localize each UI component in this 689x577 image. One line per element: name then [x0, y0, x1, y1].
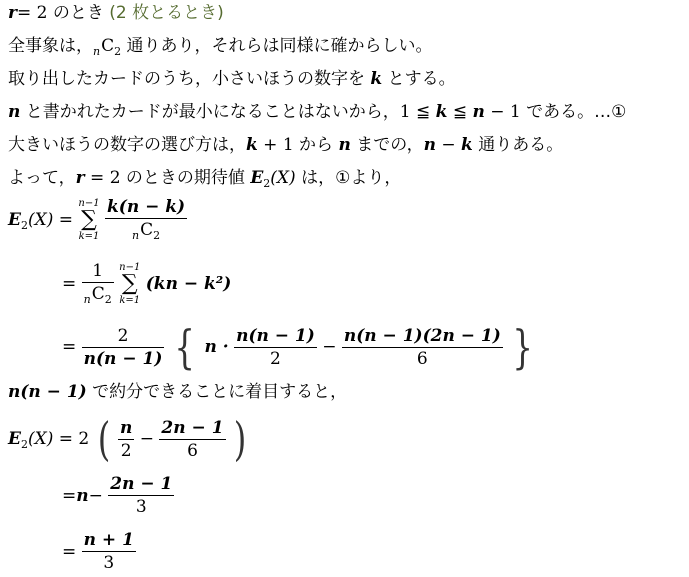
- pre-n: n: [131, 229, 140, 242]
- line-larger-number: [8, 134, 563, 156]
- denominator: 2: [118, 439, 134, 462]
- c: C: [91, 284, 105, 304]
- numerator: n(n − 1): [236, 325, 315, 346]
- denominator: 6: [342, 347, 503, 370]
- pre-n: n: [83, 293, 91, 306]
- text: よって，: [8, 168, 76, 188]
- var-k: k: [370, 69, 383, 89]
- var-n: n: [472, 102, 485, 122]
- text: とする。: [382, 69, 456, 89]
- summation: [119, 262, 140, 306]
- equals: =: [53, 209, 73, 230]
- numerator: 1: [92, 261, 104, 281]
- ineq: − 1: [484, 102, 521, 122]
- var-n: n: [338, 135, 351, 155]
- text: 通りある。: [472, 135, 564, 155]
- sub-2: 2: [114, 45, 122, 58]
- pre-n: n: [93, 45, 101, 58]
- denominator: 3: [108, 495, 174, 518]
- numerator: 2: [117, 325, 129, 346]
- text: 大きいほうの数字の選び方は，: [8, 135, 246, 155]
- right-brace: }: [512, 320, 534, 374]
- denominator: n(n − 1): [83, 348, 163, 369]
- text: 全事象は，: [8, 36, 93, 56]
- fraction: [108, 473, 174, 518]
- line-define-k: [8, 68, 456, 90]
- denominator: [82, 282, 114, 307]
- no-toki-text: のとき: [47, 3, 110, 23]
- numerator: n + 1: [83, 530, 134, 550]
- equation-6: [62, 529, 136, 574]
- header-line: [8, 2, 224, 24]
- fraction: [105, 196, 187, 243]
- fraction: [159, 417, 225, 462]
- left-brace: {: [174, 320, 195, 374]
- sum-lower: k=1: [119, 294, 141, 306]
- text: で約分できることに着目すると，: [86, 382, 348, 402]
- sub-2: 2: [104, 293, 112, 306]
- c: C: [101, 36, 115, 56]
- text: 取り出したカードのうち，小さいほうの数字を: [8, 69, 371, 89]
- eq-two: = 2: [84, 168, 121, 188]
- line-cancel-note: [8, 381, 347, 403]
- var-n: n: [76, 485, 89, 506]
- sub-2: 2: [20, 218, 28, 232]
- var-E: E: [8, 209, 21, 230]
- equation-5: [62, 473, 174, 518]
- equation-3: [62, 320, 537, 374]
- var-k: k: [461, 135, 473, 155]
- equation-2: [62, 260, 231, 307]
- equals: =: [62, 541, 77, 562]
- paren-X: (X): [27, 209, 54, 230]
- fraction: [342, 325, 503, 370]
- paren-note: (2 枚とるとき): [109, 3, 224, 23]
- sub-2: 2: [20, 438, 28, 451]
- line-range-k: [8, 101, 626, 123]
- fraction: [82, 325, 165, 370]
- numerator: n: [119, 417, 133, 438]
- sum-upper: n−1: [119, 261, 141, 273]
- minus: −: [435, 135, 462, 155]
- sum-lower: k=1: [78, 230, 100, 242]
- eq-two: = 2: [16, 3, 48, 23]
- fraction: [118, 417, 134, 462]
- minus: −: [139, 429, 155, 449]
- sigma-icon: ∑: [81, 206, 97, 232]
- numerator: 2n − 1: [161, 417, 224, 438]
- var-E: E: [8, 429, 21, 449]
- equation-4: [8, 412, 249, 466]
- denominator: [105, 218, 187, 243]
- summation: [78, 198, 99, 242]
- denominator: 6: [159, 439, 225, 462]
- denominator: 2: [234, 347, 317, 370]
- equals: =: [62, 337, 77, 357]
- var-n: n: [423, 135, 436, 155]
- text: 通りあり，それらは同様に確からしい。: [121, 36, 433, 56]
- fraction: [82, 260, 114, 307]
- minus: −: [322, 337, 337, 357]
- plus-one: + 1: [257, 135, 294, 155]
- text: である。…①: [520, 102, 627, 122]
- text: と書かれたカードが最小になることはないから，: [20, 102, 400, 122]
- var-E: E: [250, 168, 264, 188]
- numerator: k(n − k): [107, 197, 186, 217]
- sum-upper: n−1: [78, 197, 100, 209]
- text: は，①より，: [295, 168, 402, 188]
- ineq: 1 ≦: [399, 102, 436, 122]
- sub-2: 2: [153, 229, 161, 242]
- var-k: k: [246, 135, 258, 155]
- text: のときの期待値: [120, 168, 251, 188]
- fraction: [234, 325, 317, 370]
- paren-X: (X): [27, 429, 54, 449]
- text: から: [293, 135, 339, 155]
- var-n: n: [8, 102, 21, 122]
- equation-1: [8, 196, 187, 243]
- sum-body: (kn − k²): [145, 273, 232, 294]
- var-r: r: [8, 3, 17, 23]
- denominator: 3: [82, 551, 136, 574]
- sigma-icon: ∑: [121, 270, 138, 296]
- equals: =: [62, 485, 77, 506]
- text: までの，: [350, 135, 424, 155]
- var-r: r: [75, 168, 85, 188]
- paren-X: (X): [270, 168, 296, 188]
- var-k: k: [435, 102, 448, 122]
- line-total-events: [8, 35, 433, 59]
- equals-two: = 2: [53, 429, 90, 449]
- numerator: 2n − 1: [110, 474, 173, 494]
- numerator: n(n − 1)(2n − 1): [343, 325, 501, 346]
- expr: n(n − 1): [8, 382, 87, 402]
- fraction: [82, 529, 136, 574]
- n-dot: n ·: [204, 337, 229, 357]
- line-expectation-intro: [8, 167, 401, 191]
- sub-2: 2: [263, 177, 271, 190]
- c: C: [140, 220, 154, 240]
- equals: =: [62, 273, 77, 294]
- right-paren: ): [233, 412, 247, 466]
- ineq: ≦: [447, 102, 473, 122]
- left-paren: (: [97, 412, 110, 466]
- minus: −: [88, 485, 103, 506]
